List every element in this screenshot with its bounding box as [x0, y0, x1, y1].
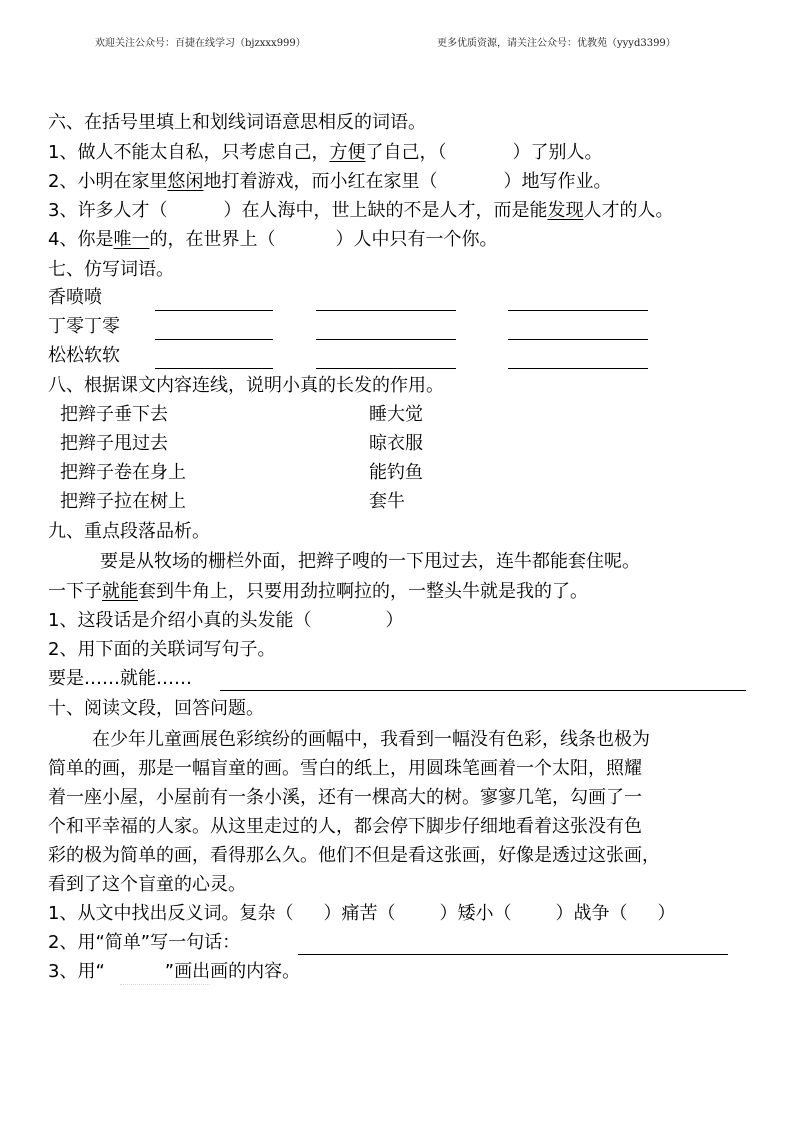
s6-question-1 — [48, 142, 602, 164]
section-9-title: 九、重点段落品析。 — [48, 521, 210, 542]
q1-text-c: ）了别人。 — [512, 142, 603, 163]
q3-text-c: 人才的人。 — [583, 200, 674, 221]
word-blank-2-2[interactable] — [316, 339, 456, 340]
s6-question-3 — [48, 200, 673, 222]
s9-sentence-answer-line[interactable] — [220, 690, 746, 691]
q2-text-b: 地打着游戏，而小红在家里（ — [203, 171, 438, 192]
word-blank-2-1[interactable] — [155, 339, 273, 340]
s10-passage-line-3: 着一座小屋，小屋前有一条小溪，还有一棵高大的树。寥寥几笔，勾画了一 — [48, 787, 642, 808]
word-blank-3-1[interactable] — [155, 368, 273, 369]
s9-passage-2a: 一下子 — [48, 581, 102, 602]
q4-text-a: 4、你是 — [48, 229, 114, 250]
match-left-2[interactable]: 把辫子甩过去 — [60, 433, 168, 454]
match-right-4[interactable]: 套牛 — [369, 491, 405, 512]
section-10-title: 十、阅读文段，回答问题。 — [48, 698, 264, 719]
page-header-right: 更多优质资源，请关注公众号：优教苑（yyyd3399） — [437, 38, 676, 49]
word-blank-1-2[interactable] — [316, 310, 456, 311]
word-blank-3-2[interactable] — [316, 368, 456, 369]
q4-underlined-word: 唯一 — [113, 229, 150, 250]
q2-underlined-word: 悠闲 — [167, 171, 204, 192]
q3-text-a: 3、许多人才（ — [48, 200, 168, 221]
match-left-1[interactable]: 把辫子垂下去 — [60, 404, 168, 425]
s10-passage-line-4: 个和平幸福的人家。从这里走过的人，都会停下脚步仔细地看着这张没有色 — [48, 816, 642, 837]
section-6-title: 六、在括号里填上和划线词语意思相反的词语。 — [48, 112, 426, 133]
s10-q1-text-e: ） — [657, 903, 676, 924]
q4-text-b: 的，在世界上（ — [149, 229, 276, 250]
s9-q1-text-b: ） — [385, 610, 404, 631]
q2-text-a: 2、小明在家里 — [48, 171, 168, 192]
s9-question-1 — [48, 610, 403, 632]
page-header-left: 欢迎关注公众号：百捷在线学习（bjzxxx999） — [95, 38, 306, 49]
s10-passage-line-2: 简单的画，那是一幅盲童的画。雪白的纸上，用圆珠笔画着一个太阳，照耀 — [48, 758, 642, 779]
s9-underlined-word: 就能 — [102, 581, 138, 602]
s10-q1-text-a: 1、从文中找出反义词。复杂（ — [48, 903, 294, 924]
s10-passage-line-1: 在少年儿童画展色彩缤纷的画幅中，我看到一幅没有色彩，线条也极为 — [92, 729, 650, 750]
match-right-3[interactable]: 能钓鱼 — [369, 462, 423, 483]
s10-q3-text-a: 3、用“ — [48, 961, 105, 982]
match-right-2[interactable]: 晾衣服 — [369, 433, 423, 454]
s9-passage-line-2 — [48, 581, 588, 603]
s10-q1-text-c: ）矮小（ — [439, 903, 512, 924]
s6-question-4 — [48, 229, 497, 251]
s9-q1-text-a: 1、这段话是介绍小真的头发能（ — [48, 610, 312, 631]
word-blank-3-3[interactable] — [508, 368, 648, 369]
word-blank-1-1[interactable] — [155, 310, 273, 311]
q1-text-b: 了自己，（ — [365, 142, 447, 163]
s9-passage-2b: 套到牛角上，只要用劲拉啊拉的，一整头牛就是我的了。 — [138, 581, 588, 602]
s10-question-1 — [48, 903, 675, 925]
s10-q1-text-d: ）战争（ — [555, 903, 628, 924]
match-right-1[interactable]: 睡大觉 — [369, 404, 423, 425]
s10-q3-text-b: ”画出画的内容。 — [164, 961, 301, 982]
s10-question-3 — [48, 961, 300, 983]
word-blank-2-3[interactable] — [508, 339, 648, 340]
q2-text-c: ）地写作业。 — [503, 171, 612, 192]
match-left-3[interactable]: 把辫子卷在身上 — [60, 462, 186, 483]
word-sample-2: 丁零丁零 — [48, 316, 120, 337]
s10-passage-line-6: 看到了这个盲童的心灵。 — [48, 874, 246, 895]
q3-underlined-word: 发现 — [547, 200, 584, 221]
s10-question-2: 2、用“简单”写一句话： — [48, 932, 241, 953]
faint-dotted-line — [120, 984, 210, 985]
s10-passage-line-5: 彩的极为简单的画，看得那么久。他们不但是看这张画，好像是透过这张画， — [48, 845, 660, 866]
s9-conjunction-prompt: 要是……就能…… — [48, 668, 192, 689]
q3-text-b: ）在人海中，世上缺的不是人才，而是能 — [223, 200, 548, 221]
section-8-title: 八、根据课文内容连线，说明小真的长发的作用。 — [48, 375, 444, 396]
word-blank-1-3[interactable] — [508, 310, 648, 311]
section-7-title: 七、仿写词语。 — [48, 259, 174, 280]
s6-question-2 — [48, 171, 611, 193]
q1-underlined-word: 方便 — [329, 142, 366, 163]
q1-text-a: 1、做人不能太自私，只考虑自己， — [48, 142, 330, 163]
word-sample-1: 香喷喷 — [48, 287, 102, 308]
s10-q1-text-b: ）痛苦（ — [323, 903, 396, 924]
s9-passage-line-1: 要是从牧场的栅栏外面，把辫子嗖的一下甩过去，连牛都能套住呢。 — [100, 551, 640, 572]
match-left-4[interactable]: 把辫子拉在树上 — [60, 491, 186, 512]
q4-text-c: ）人中只有一个你。 — [335, 229, 498, 250]
s9-question-2: 2、用下面的关联词写句子。 — [48, 639, 276, 660]
s10-sentence-answer-line[interactable] — [298, 954, 728, 955]
word-sample-3: 松松软软 — [48, 345, 120, 366]
s10-passage — [48, 725, 760, 899]
